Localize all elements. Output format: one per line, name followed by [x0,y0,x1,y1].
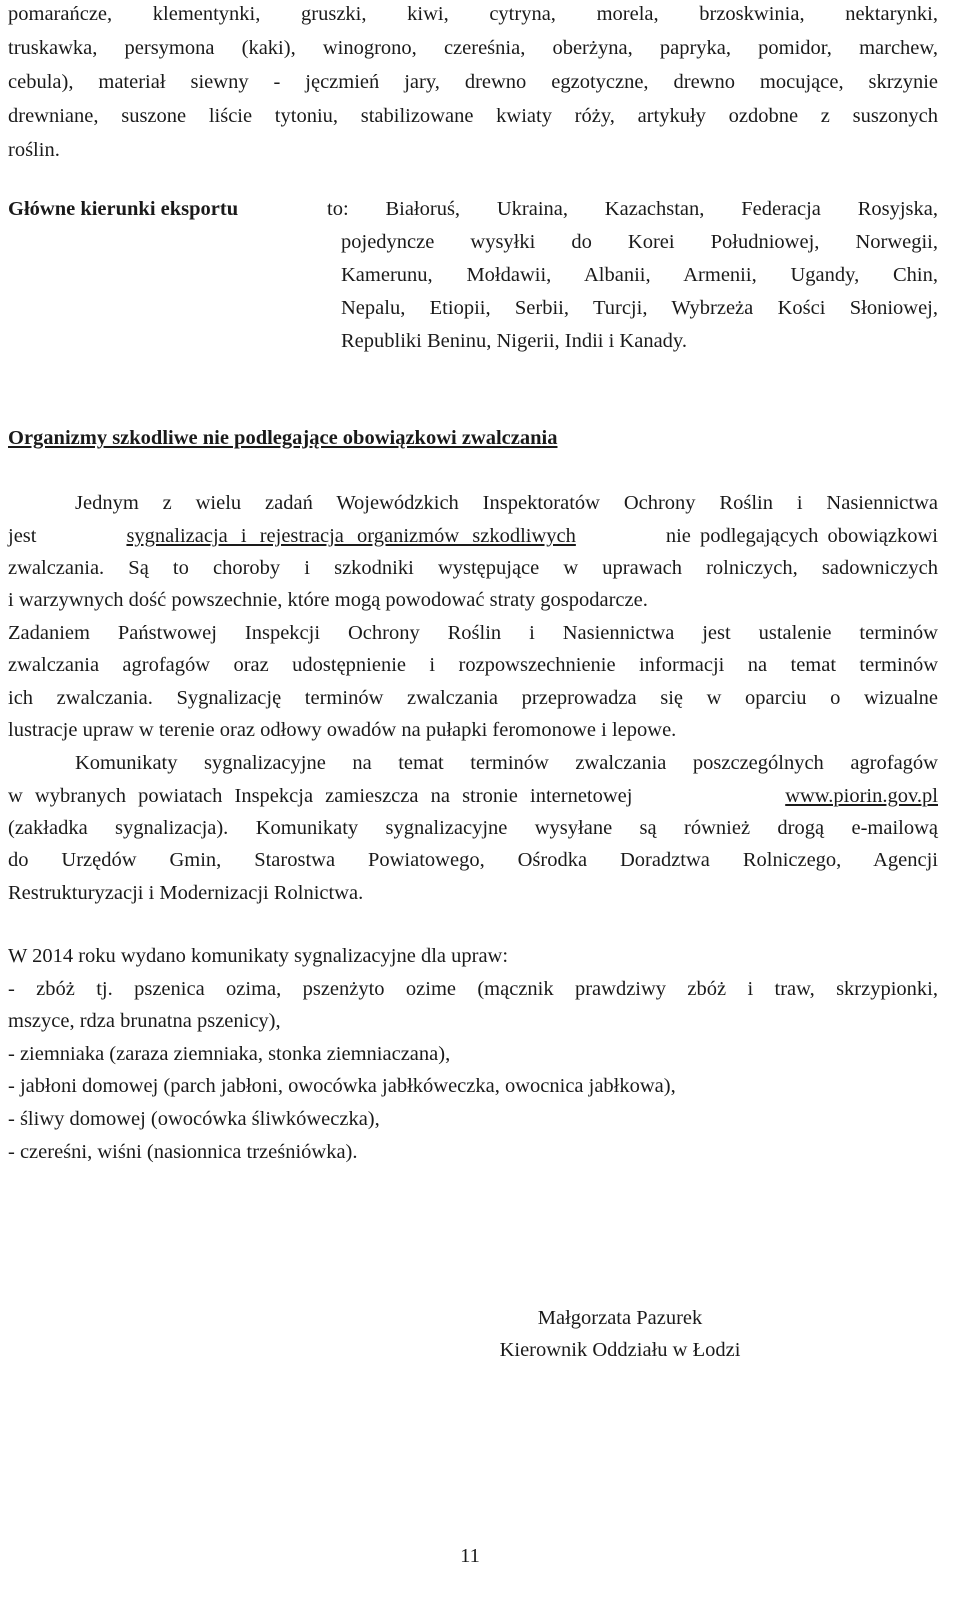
p1-line-2-end: nie podlegających obowiązkowi [665,525,938,547]
export-line-1: to: Białoruś, Ukraina, Kazachstan, Federacja Rosyjska, [327,198,938,220]
p3-line-1: Komunikaty sygnalizacyjne na temat terminów zwalczania poszczególnych agrofagów [75,752,938,774]
intro-line-3: cebula), materiał siewny - jęczmień jary, drewno egzotyczne, drewno mocujące, skrzynie [8,71,938,93]
list-item-1-line-1: - zbóż tj. pszenica ozima, pszenżyto ozime (mącznik prawdziwy zbóż i traw, skrzypionki, [8,978,938,1000]
p3-line-2 [8,784,938,808]
list-item-1-line-2: mszyce, rdza brunatna pszenicy), [8,1010,281,1032]
intro-line-4: drewniane, suszone liście tytoniu, stabilizowane kwiaty róży, artykuły ozdobne z suszonych [8,105,938,127]
p1-line-1: Jednym z wielu zadań Wojewódzkich Inspektoratów Ochrony Roślin i Nasiennictwa [75,492,938,514]
list-item-3: - jabłoni domowej (parch jabłoni, owocówka jabłkóweczka, owocnica jabłkowa), [8,1075,676,1097]
p2-line-1: Zadaniem Państwowej Inspekcji Ochrony Roślin i Nasiennictwa jest ustalenie terminów [8,622,938,644]
page-number: 11 [460,1545,480,1567]
list-item-2: - ziemniaka (zaraza ziemniaka, stonka ziemniaczana), [8,1043,451,1065]
p1-line-4: i warzywnych dość powszechnie, które mogą powodować straty gospodarcze. [8,589,648,611]
list-item-4: - śliwy domowej (owocówka śliwkóweczka), [8,1108,380,1130]
p1-line-2 [8,524,938,548]
list-item-5: - czereśni, wiśni (nasionnica trześniówka). [8,1141,358,1163]
p3-line-4: do Urzędów Gmin, Starostwa Powiatowego, Ośrodka Doradztwa Rolniczego, Agencji [8,849,938,871]
export-line-2: pojedyncze wysyłki do Korei Południowej, Norwegii, [341,231,938,253]
intro-line-1: pomarańcze, klementynki, gruszki, kiwi, cytryna, morela, brzoskwinia, nektarynki, [8,3,938,25]
p2-line-2: zwalczania agrofagów oraz udostępnienie i rozpowszechnienie informacji na temat terminów [8,654,938,676]
piorin-link[interactable]: www.piorin.gov.pl [785,785,938,807]
export-label: Główne kierunki eksportu [8,198,239,220]
p2-line-3: ich zwalczania. Sygnalizację terminów zwalczania przeprowadza się w oparciu o wizualne [8,687,938,709]
signature-name: Małgorzata Pazurek [537,1307,703,1329]
intro-line-5: roślin. [8,139,60,161]
export-line-3: Kamerunu, Mołdawii, Albanii, Armenii, Ugandy, Chin, [341,264,938,286]
export-line-4: Nepalu, Etiopii, Serbii, Turcji, Wybrzeża Kości Słoniowej, [341,297,938,319]
p1-line-3: zwalczania. Są to choroby i szkodniki występujące w uprawach rolniczych, sadowniczych [8,557,938,579]
section-heading: Organizmy szkodliwe nie podlegające obowiązkowi zwalczania [8,427,558,449]
export-line-5: Republiki Beninu, Nigerii, Indii i Kanady. [341,330,687,352]
intro-line-2: truskawka, persymona (kaki), winogrono, czereśnia, oberżyna, papryka, pomidor, marchew, [8,37,938,59]
list-intro: W 2014 roku wydano komunikaty sygnalizacyjne dla upraw: [8,945,509,967]
p1-line-2-start: jest [8,525,37,547]
signature-title: Kierownik Oddziału w Łodzi [499,1339,741,1361]
p2-line-4: lustracje upraw w terenie oraz odłowy owadów na pułapki feromonowe i lepowe. [8,719,677,741]
signalization-term: sygnalizacja i rejestracja organizmów szkodliwych [126,525,576,547]
p3-line-3: (zakładka sygnalizacja). Komunikaty sygnalizacyjne wysyłane są również drogą e-mailową [8,817,938,839]
p3-line-5: Restrukturyzacji i Modernizacji Rolnictwa. [8,882,364,904]
p3-line-2-text: w wybranych powiatach Inspekcja zamieszcza na stronie internetowej [8,785,633,807]
